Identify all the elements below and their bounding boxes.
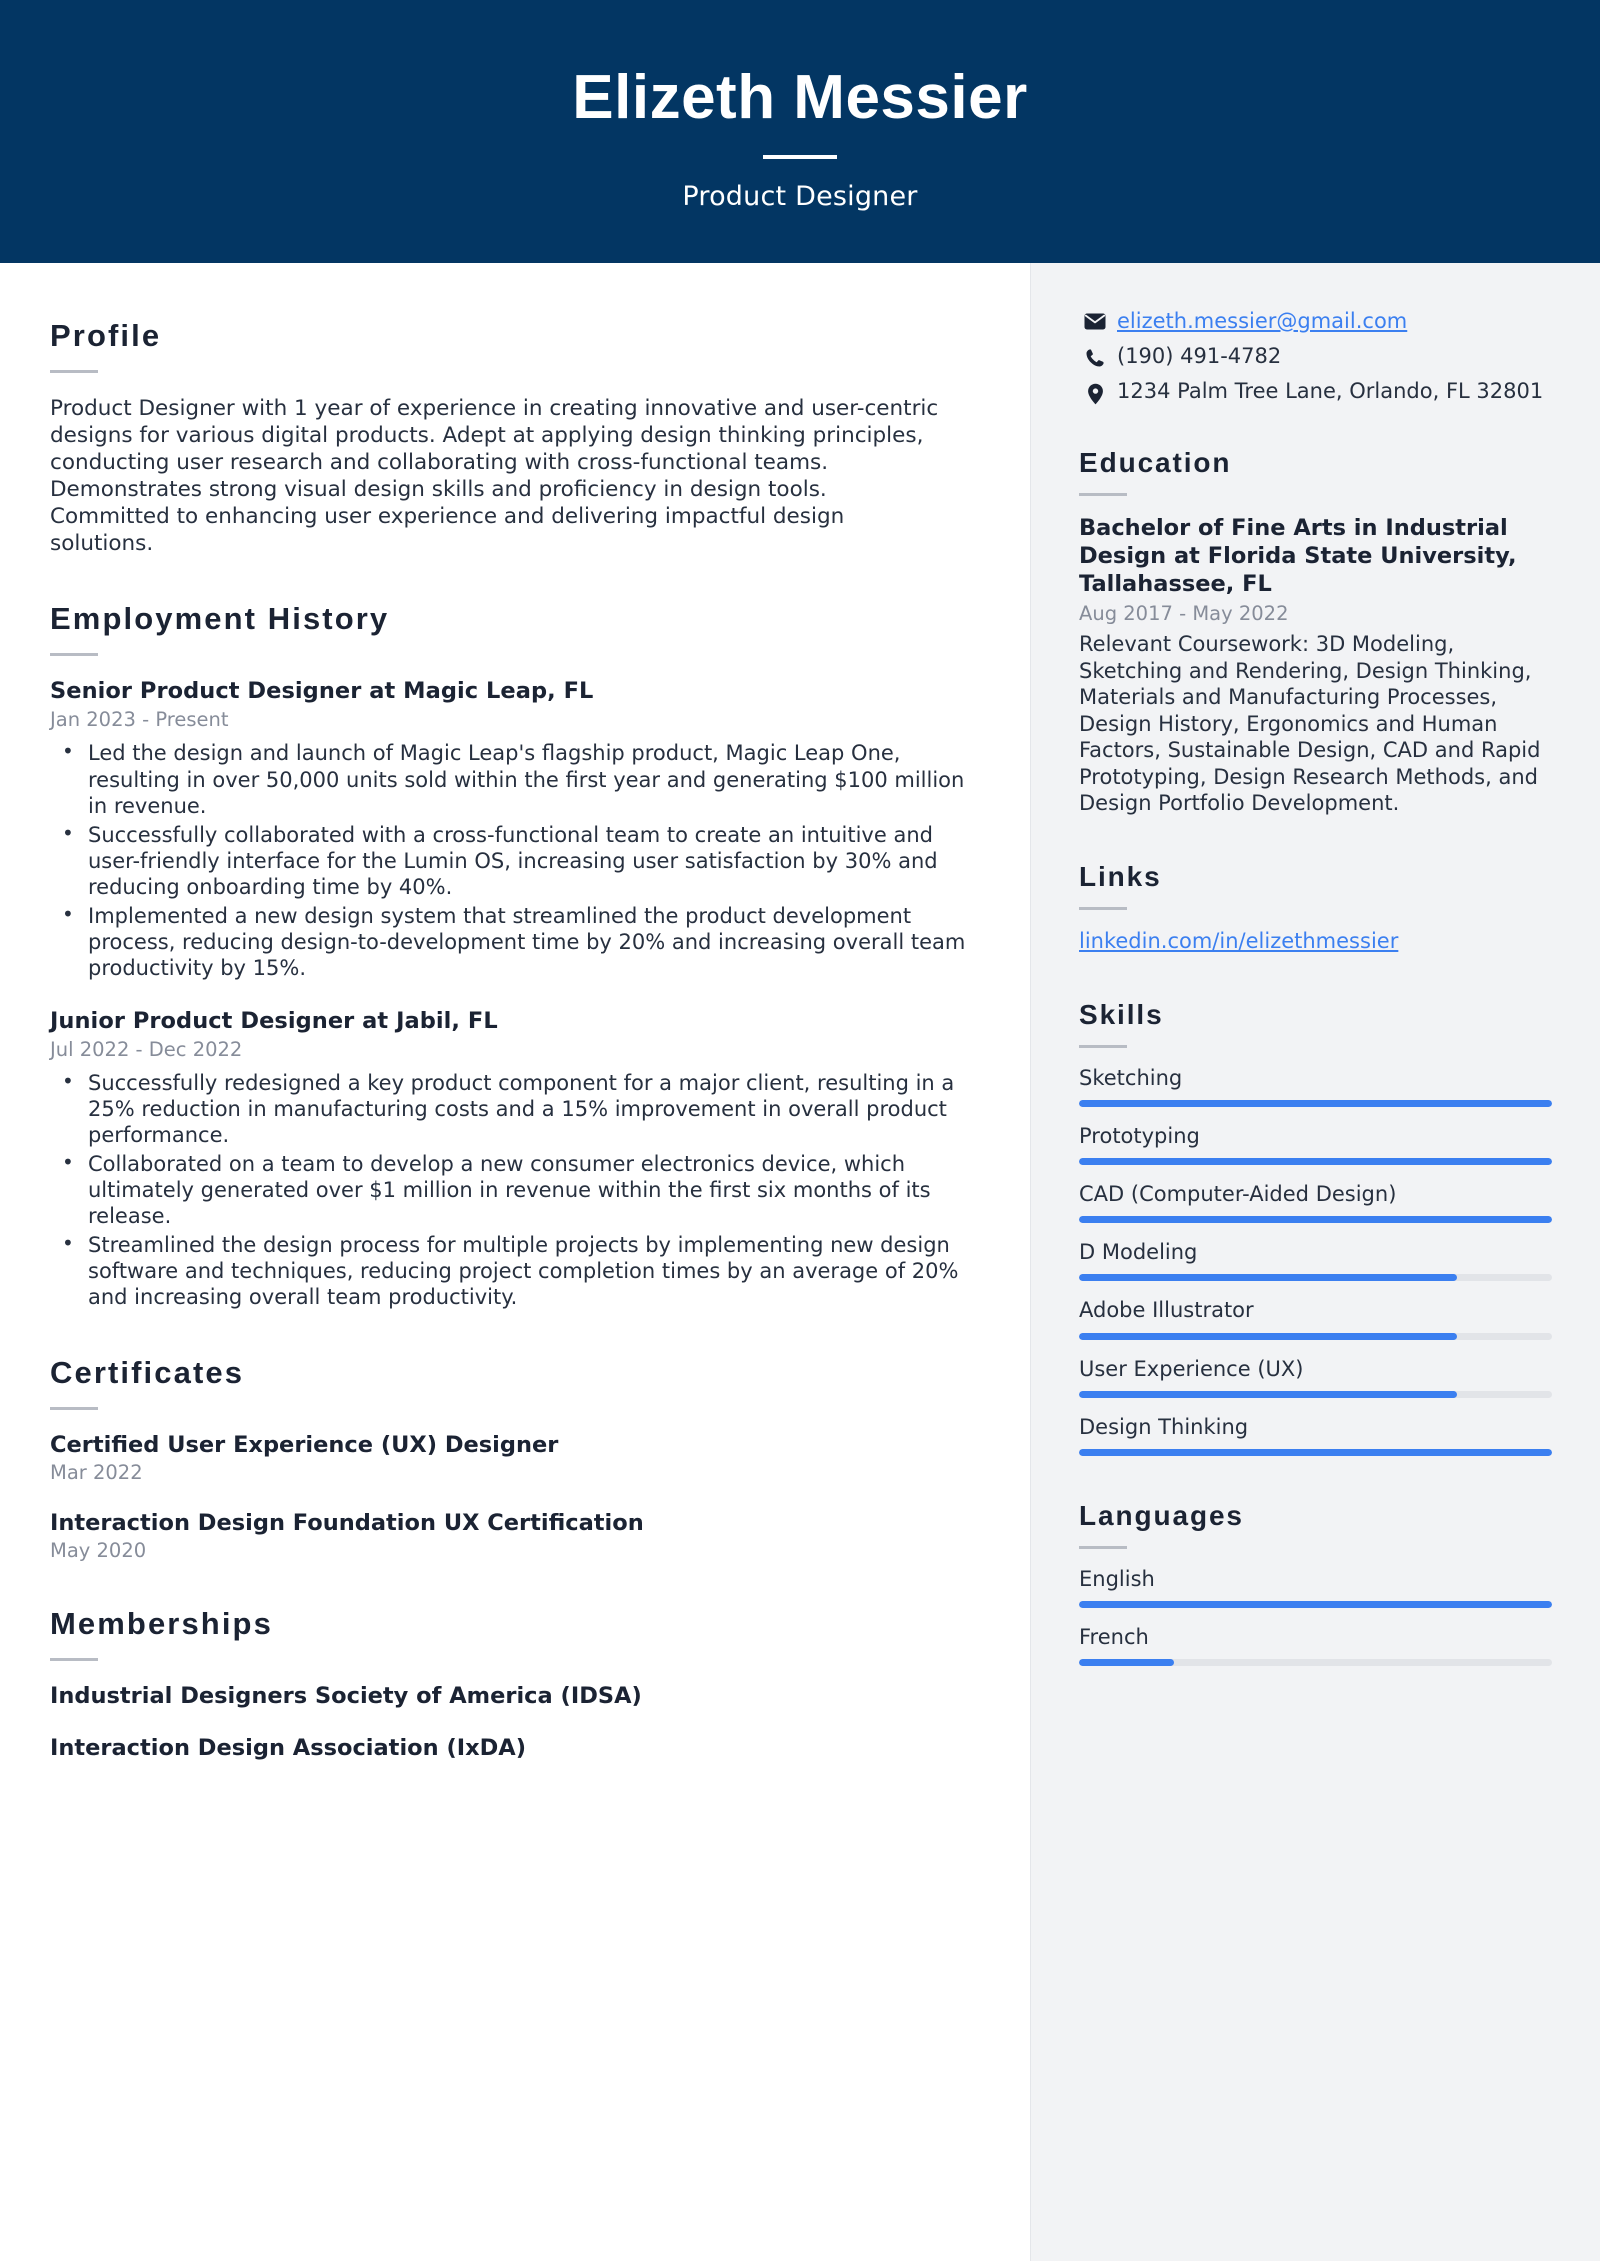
skills-heading: Skills bbox=[1079, 998, 1164, 1030]
main-column bbox=[0, 263, 1030, 2261]
certificate-date: Mar 2022 bbox=[50, 1460, 143, 1484]
skill-item bbox=[1079, 1357, 1552, 1398]
memberships-heading: Memberships bbox=[50, 1605, 273, 1641]
language-item bbox=[1079, 1567, 1552, 1608]
certificate-entry bbox=[50, 1432, 972, 1484]
skill-item bbox=[1079, 1298, 1552, 1339]
certificate-date: May 2020 bbox=[50, 1538, 147, 1562]
education-description: Relevant Coursework: 3D Modeling, Sketching and Rendering, Design Thinking, Materials and Manufacturing Processes, Design History, Ergonomics and Human Factors, Sustainable Design, CAD and Rapid Prototyping, Design Research Methods, and Design Portfolio Development. bbox=[1079, 632, 1541, 816]
skill-label: Adobe Illustrator bbox=[1079, 1298, 1254, 1323]
job-title: Junior Product Designer at Jabil, FL bbox=[50, 1007, 498, 1034]
section-links bbox=[1079, 861, 1552, 955]
job-date: Jul 2022 - Dec 2022 bbox=[50, 1037, 243, 1061]
languages-heading-rule bbox=[1079, 1546, 1127, 1549]
skill-level-track bbox=[1079, 1100, 1552, 1107]
contact-email-row bbox=[1079, 308, 1552, 334]
languages-heading: Languages bbox=[1079, 1499, 1244, 1531]
job-bullet: • Led the design and launch of Magic Leap's flagship product, Magic Leap One, resulting in over 50,000 units sold within the first year and generating $100 million in revenue. bbox=[84, 740, 972, 819]
job-bullet-list bbox=[50, 1070, 972, 1311]
section-skills bbox=[1079, 999, 1552, 1456]
skill-level-fill bbox=[1079, 1100, 1552, 1107]
sidebar-column bbox=[1030, 263, 1600, 2261]
phone-icon bbox=[1079, 343, 1111, 368]
employment-heading-rule bbox=[50, 653, 98, 656]
section-education bbox=[1079, 447, 1552, 817]
section-employment-history bbox=[50, 601, 972, 1310]
profile-heading-rule bbox=[50, 370, 98, 373]
resume-header bbox=[0, 0, 1600, 263]
job-bullet: • Successfully collaborated with a cross-functional team to create an intuitive and user-friendly interface for the Lumin OS, increasing user satisfaction by 30% and reducing onboarding time by 40%. bbox=[84, 822, 972, 901]
skill-label: User Experience (UX) bbox=[1079, 1356, 1304, 1381]
skill-label: Design Thinking bbox=[1079, 1414, 1249, 1439]
skill-item bbox=[1079, 1124, 1552, 1165]
header-divider bbox=[763, 155, 837, 159]
skill-level-track bbox=[1079, 1216, 1552, 1223]
section-certificates bbox=[50, 1355, 972, 1562]
skill-level-fill bbox=[1079, 1158, 1552, 1165]
skill-level-fill bbox=[1079, 1333, 1457, 1340]
skill-label: Sketching bbox=[1079, 1065, 1183, 1090]
section-languages bbox=[1079, 1500, 1552, 1666]
contact-email-value[interactable]: elizeth.messier@gmail.com bbox=[1117, 309, 1408, 333]
profile-text: Product Designer with 1 year of experience in creating innovative and user-centric designs for various digital products. Adept at applying design thinking principles, conducting user research and collaborating with cross-functional teams. Demonstrates strong visual design skills and proficiency in design tools. Committed to enhancing user experience and delivering impactful design solutions. bbox=[50, 396, 939, 557]
job-bullet: • Successfully redesigned a key product component for a major client, resulting in a 25% reduction in manufacturing costs and a 15% improvement in overall product performance. bbox=[84, 1070, 972, 1149]
skill-item bbox=[1079, 1415, 1552, 1456]
skill-level-track bbox=[1079, 1333, 1552, 1340]
profile-heading: Profile bbox=[50, 318, 162, 353]
candidate-job-title: Product Designer bbox=[682, 180, 918, 212]
contact-phone-row bbox=[1079, 343, 1552, 369]
education-heading-rule bbox=[1079, 493, 1127, 496]
job-date: Jan 2023 - Present bbox=[50, 708, 229, 732]
language-level-fill bbox=[1079, 1601, 1552, 1608]
link-item bbox=[1079, 928, 1552, 955]
links-heading-rule bbox=[1079, 907, 1127, 910]
job-entry bbox=[50, 678, 972, 981]
job-bullet: • Streamlined the design process for multiple projects by implementing new design software and techniques, reducing project completion times by an average of 20% and increasing overall team productivity. bbox=[84, 1232, 972, 1311]
envelope-icon bbox=[1079, 308, 1111, 330]
education-degree: Bachelor of Fine Arts in Industrial Design at Florida State University, Tallahassee, FL bbox=[1079, 515, 1517, 598]
education-heading: Education bbox=[1079, 447, 1232, 479]
certificates-heading-rule bbox=[50, 1407, 98, 1410]
membership-title: Industrial Designers Society of America (IDSA) bbox=[50, 1682, 642, 1709]
skill-level-track bbox=[1079, 1449, 1552, 1456]
certificate-title: Certified User Experience (UX) Designer bbox=[50, 1431, 559, 1458]
skill-item bbox=[1079, 1240, 1552, 1281]
skill-label: Prototyping bbox=[1079, 1124, 1200, 1149]
job-bullet: • Implemented a new design system that streamlined the product development process, reducing design-to-development time by 20% and increasing overall team productivity by 15%. bbox=[84, 903, 972, 982]
skill-level-track bbox=[1079, 1391, 1552, 1398]
membership-title: Interaction Design Association (IxDA) bbox=[50, 1734, 527, 1761]
contact-address-value: 1234 Palm Tree Lane, Orlando, FL 32801 bbox=[1117, 379, 1544, 404]
candidate-name: Elizeth Messier bbox=[572, 63, 1028, 133]
skill-level-track bbox=[1079, 1274, 1552, 1281]
job-entry bbox=[50, 1008, 972, 1311]
contact-address-row bbox=[1079, 378, 1552, 405]
skill-item bbox=[1079, 1066, 1552, 1107]
contact-phone-value: (190) 491-4782 bbox=[1117, 344, 1282, 369]
membership-entry bbox=[50, 1735, 972, 1761]
skill-level-fill bbox=[1079, 1391, 1457, 1398]
skill-level-fill bbox=[1079, 1216, 1552, 1223]
job-bullet-list bbox=[50, 740, 972, 981]
language-level-track bbox=[1079, 1659, 1552, 1666]
links-heading: Links bbox=[1079, 860, 1162, 892]
language-label: French bbox=[1079, 1625, 1149, 1650]
skill-level-fill bbox=[1079, 1449, 1552, 1456]
contact-list bbox=[1079, 308, 1552, 405]
membership-entry bbox=[50, 1683, 972, 1709]
resume-body bbox=[0, 263, 1600, 2261]
job-title: Senior Product Designer at Magic Leap, FL bbox=[50, 678, 594, 705]
job-bullet: • Collaborated on a team to develop a new consumer electronics device, which ultimately generated over $1 million in revenue within the first six months of its release. bbox=[84, 1151, 972, 1230]
linkedin-link[interactable]: linkedin.com/in/elizethmessier bbox=[1079, 928, 1399, 953]
section-memberships bbox=[50, 1606, 972, 1761]
skills-heading-rule bbox=[1079, 1045, 1127, 1048]
section-profile bbox=[50, 318, 972, 557]
skill-level-track bbox=[1079, 1158, 1552, 1165]
skill-level-fill bbox=[1079, 1274, 1457, 1281]
employment-heading: Employment History bbox=[50, 601, 390, 637]
language-level-fill bbox=[1079, 1659, 1174, 1666]
skill-item bbox=[1079, 1182, 1552, 1223]
language-label: English bbox=[1079, 1566, 1155, 1591]
certificates-heading: Certificates bbox=[50, 1354, 245, 1390]
skill-label: CAD (Computer-Aided Design) bbox=[1079, 1182, 1397, 1207]
certificate-entry bbox=[50, 1510, 972, 1562]
memberships-heading-rule bbox=[50, 1658, 98, 1661]
education-date: Aug 2017 - May 2022 bbox=[1079, 602, 1289, 626]
location-pin-icon bbox=[1079, 378, 1111, 405]
language-item bbox=[1079, 1625, 1552, 1666]
skill-label: D Modeling bbox=[1079, 1240, 1198, 1265]
language-level-track bbox=[1079, 1601, 1552, 1608]
certificate-title: Interaction Design Foundation UX Certification bbox=[50, 1509, 644, 1536]
